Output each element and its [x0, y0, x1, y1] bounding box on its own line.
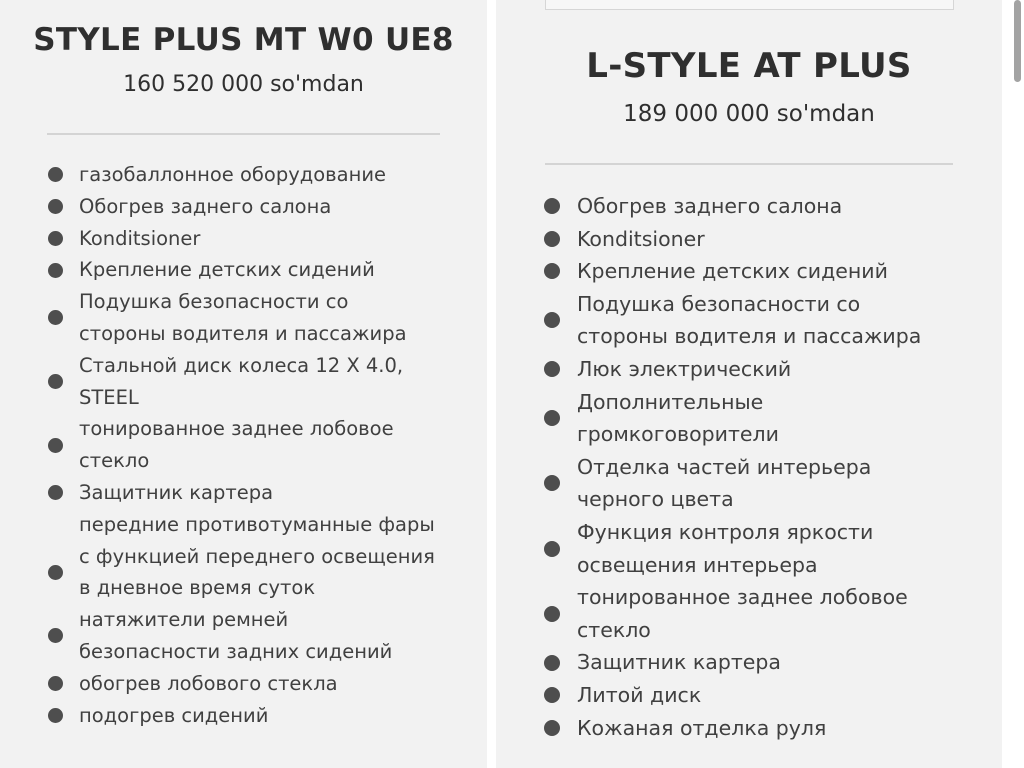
feature-item: [544, 288, 984, 353]
feature-text: [577, 288, 921, 353]
feature-line: Подушка безопасности со: [79, 290, 349, 314]
feature-item: [544, 386, 984, 451]
bullet-icon: [48, 263, 63, 278]
feature-line: тонированное заднее лобовое: [79, 417, 394, 441]
feature-line: Защитник картера: [577, 650, 781, 675]
feature-text: [577, 386, 779, 451]
bullet-icon: [544, 655, 560, 671]
trim-card-style-plus: [0, 0, 487, 768]
feature-line: безопасности задних сидений: [79, 639, 393, 663]
feature-text: [577, 223, 705, 256]
bullet-icon: [544, 410, 560, 426]
feature-text: [79, 477, 273, 509]
feature-line: Konditsioner: [577, 226, 705, 251]
top-field-edge: [545, 0, 954, 10]
bullet-icon: [544, 475, 560, 491]
feature-line: стороны водителя и пассажира: [577, 324, 922, 349]
feature-text: [79, 254, 375, 286]
feature-text: [79, 700, 268, 732]
feature-line: обогрев лобового стекла: [79, 671, 338, 695]
feature-item: [48, 604, 478, 668]
feature-list: [544, 190, 984, 744]
feature-item: [544, 451, 984, 516]
feature-text: [577, 646, 781, 679]
bullet-icon: [544, 312, 560, 328]
feature-text: [577, 679, 701, 712]
feature-text: [79, 509, 435, 541]
bullet-icon: [544, 361, 560, 377]
feature-line: тонированное заднее лобовое: [577, 585, 908, 610]
feature-text: [79, 223, 200, 255]
feature-text: [577, 712, 826, 745]
bullet-icon: [48, 565, 63, 580]
feature-text: [79, 191, 331, 223]
bullet-icon: [544, 231, 560, 247]
feature-line: освещения интерьера: [577, 552, 818, 577]
bullet-icon: [544, 687, 560, 703]
feature-item: [48, 541, 478, 605]
bullet-icon: [48, 374, 63, 389]
feature-text: [577, 516, 873, 581]
feature-text: [79, 541, 435, 605]
bullet-icon: [544, 198, 560, 214]
feature-text: [79, 286, 407, 350]
feature-item: [48, 413, 478, 477]
feature-line: Литой диск: [577, 682, 702, 707]
feature-text: [79, 350, 403, 414]
feature-item: [544, 190, 984, 223]
feature-line: передние противотуманные фары: [79, 512, 435, 536]
feature-item: [48, 668, 478, 700]
bullet-icon: [48, 310, 63, 325]
bullet-icon: [544, 541, 560, 557]
bullet-icon: [48, 199, 63, 214]
feature-line: газобаллонное оборудование: [79, 163, 387, 186]
feature-item: [48, 350, 478, 414]
feature-line: STEEL: [79, 385, 139, 409]
feature-line: Кожаная отделка руля: [577, 715, 827, 740]
bullet-icon: [48, 231, 63, 246]
trim-card-l-style: [496, 0, 1002, 768]
bullet-icon: [48, 167, 63, 182]
feature-item: [48, 286, 478, 350]
feature-line: Функция контроля яркости: [577, 519, 874, 544]
feature-item: [544, 679, 984, 712]
bullet-icon: [48, 676, 63, 691]
feature-item: [48, 477, 478, 509]
bullet-icon: [544, 606, 560, 622]
feature-item: [48, 254, 478, 286]
feature-item: [544, 581, 984, 646]
feature-line: Люк электрический: [577, 356, 792, 381]
feature-line: Крепление детских сидений: [79, 258, 375, 282]
trim-price: 189 000 000 so'mdan: [623, 101, 875, 127]
feature-text: [577, 255, 888, 288]
divider: [545, 163, 953, 165]
feature-text: [79, 668, 338, 700]
feature-text: [577, 353, 791, 386]
feature-item: [544, 712, 984, 745]
feature-text: [577, 581, 908, 646]
feature-line: стекло: [79, 449, 150, 473]
feature-item: [544, 516, 984, 581]
feature-line: Крепление детских сидений: [577, 259, 888, 284]
trim-price: 160 520 000 so'mdan: [123, 72, 364, 97]
feature-line: в дневное время суток: [79, 576, 316, 600]
feature-item: [544, 255, 984, 288]
feature-line: Отделка частей интерьера: [577, 454, 872, 479]
feature-text: [79, 604, 392, 668]
feature-line: с функцией переднего освещения: [79, 544, 435, 568]
trim-title: L-STYLE AT PLUS: [586, 46, 912, 86]
feature-line: Konditsioner: [79, 226, 201, 250]
feature-item: [48, 700, 478, 732]
feature-line: Обогрев заднего салона: [79, 194, 332, 218]
bullet-icon: [48, 708, 63, 723]
feature-text: [577, 451, 871, 516]
feature-item: [544, 223, 984, 256]
feature-item: [544, 646, 984, 679]
feature-item: [48, 509, 478, 541]
feature-list: [48, 159, 478, 731]
scrollbar-thumb[interactable]: [1014, 0, 1021, 82]
feature-line: стороны водителя и пассажира: [79, 321, 407, 345]
bullet-icon: [544, 720, 560, 736]
feature-text: [577, 190, 842, 223]
feature-text: [79, 159, 386, 191]
bullet-icon: [48, 485, 63, 500]
bullet-icon: [48, 438, 63, 453]
feature-line: Подушка безопасности со: [577, 291, 861, 316]
feature-line: Стальной диск колеса 12 X 4.0,: [79, 353, 404, 377]
feature-text: [79, 413, 394, 477]
bullet-icon: [48, 628, 63, 643]
feature-item: [544, 353, 984, 386]
feature-line: громкоговорители: [577, 422, 779, 447]
feature-line: стекло: [577, 617, 651, 642]
feature-line: подогрев сидений: [79, 703, 269, 727]
feature-item: [48, 223, 478, 255]
feature-line: натяжители ремней: [79, 608, 289, 632]
divider: [47, 133, 440, 135]
feature-item: [48, 159, 478, 191]
feature-line: Обогрев заднего салона: [577, 194, 843, 218]
feature-item: [48, 191, 478, 223]
trim-title: STYLE PLUS MT W0 UE8: [33, 22, 454, 58]
feature-line: черного цвета: [577, 487, 734, 512]
bullet-icon: [544, 263, 560, 279]
feature-line: Дополнительные: [577, 389, 764, 414]
feature-line: Защитник картера: [79, 480, 274, 504]
